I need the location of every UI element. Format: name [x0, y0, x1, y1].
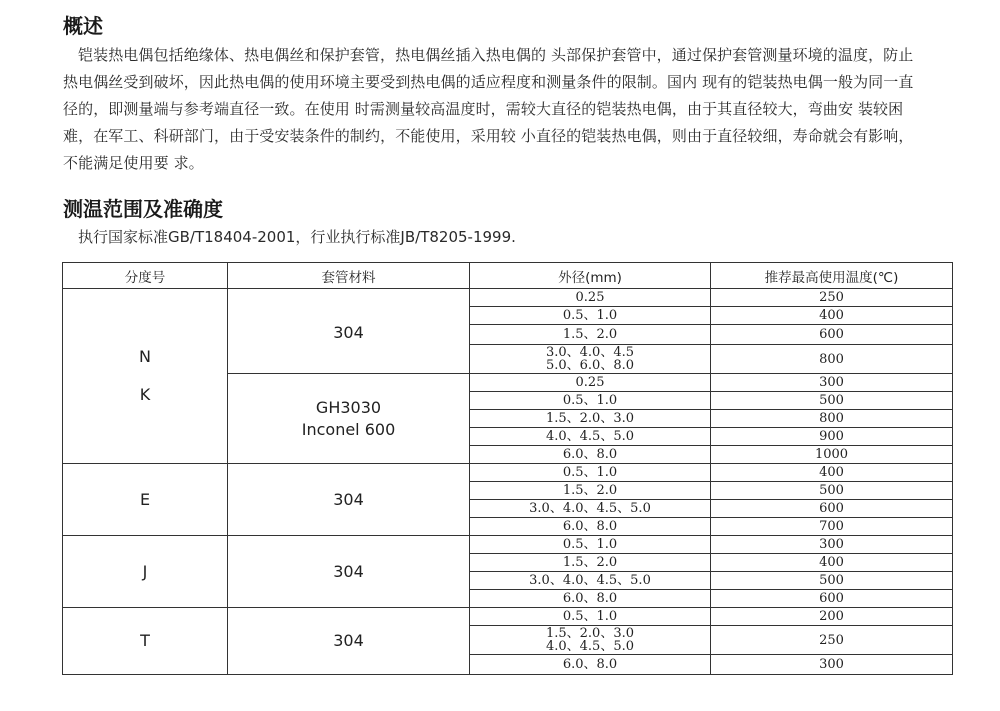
- grade-cell: E: [63, 464, 228, 536]
- spec-table: [62, 262, 953, 675]
- material-cell: 304: [228, 289, 470, 374]
- header-max-temp: 推荐最高使用温度(℃): [711, 263, 953, 289]
- temp-cell: 700: [711, 518, 953, 536]
- grade-cell: T: [63, 608, 228, 675]
- temp-cell: 250: [711, 289, 953, 307]
- temp-cell: 200: [711, 608, 953, 626]
- temp-cell: 300: [711, 374, 953, 392]
- table-row: [63, 536, 953, 554]
- table-row: [63, 464, 953, 482]
- diameter-cell: 1.5、2.0、3.0: [470, 410, 711, 428]
- diameter-cell: 0.5、1.0: [470, 608, 711, 626]
- overview-heading: 概述: [63, 14, 103, 38]
- diameter-cell: 6.0、8.0: [470, 655, 711, 675]
- temp-cell: 500: [711, 482, 953, 500]
- header-material: 套管材料: [228, 263, 470, 289]
- temp-cell: 500: [711, 392, 953, 410]
- material-cell: 304: [228, 536, 470, 608]
- header-grade: 分度号: [63, 263, 228, 289]
- temp-cell: 800: [711, 345, 953, 374]
- diameter-cell: 0.25: [470, 289, 711, 307]
- table-row: [63, 289, 953, 307]
- diameter-cell: 0.5、1.0: [470, 464, 711, 482]
- temp-cell: 600: [711, 500, 953, 518]
- diameter-cell: 1.5、2.0: [470, 554, 711, 572]
- temp-cell: 1000: [711, 446, 953, 464]
- diameter-cell: 0.5、1.0: [470, 536, 711, 554]
- material-cell: 304: [228, 464, 470, 536]
- temp-cell: 800: [711, 410, 953, 428]
- temp-cell: 900: [711, 428, 953, 446]
- diameter-cell: 6.0、8.0: [470, 518, 711, 536]
- diameter-cell: 1.5、2.0、3.0 4.0、4.5、5.0: [470, 626, 711, 655]
- grade-cell: N K: [63, 289, 228, 464]
- standard-text: 执行国家标准GB/T18404-2001，行业执行标准JB/T8205-1999.: [78, 228, 516, 246]
- temp-cell: 300: [711, 655, 953, 675]
- temp-cell: 300: [711, 536, 953, 554]
- temp-cell: 600: [711, 325, 953, 345]
- diameter-cell: 3.0、4.0、4.5 5.0、6.0、8.0: [470, 345, 711, 374]
- grade-cell: J: [63, 536, 228, 608]
- temp-cell: 400: [711, 464, 953, 482]
- diameter-cell: 0.25: [470, 374, 711, 392]
- temp-cell: 250: [711, 626, 953, 655]
- diameter-cell: 4.0、4.5、5.0: [470, 428, 711, 446]
- temp-cell: 500: [711, 572, 953, 590]
- diameter-cell: 0.5、1.0: [470, 307, 711, 325]
- diameter-cell: 6.0、8.0: [470, 446, 711, 464]
- overview-paragraph: 铠装热电偶包括绝缘体、热电偶丝和保护套管，热电偶丝插入热电偶的 头部保护套管中，通过保护套管测量环境的温度，防止热电偶丝受到破坏，因此热电偶的使用环境主要受到热电偶的适应程度和测量条件的限制。国内 现有的铠装热电偶一般为同一直径的，即测量端与参考端直径一致。在使用 时需测量较高温度时，需较大直径的铠装热电偶，由于其直径较大，弯曲安 装较困难，在军工、科研部门，由于受安装条件的制约，不能使用，采用较 小直径的铠装热电偶，则由于直径较细，寿命就会有影响，不能满足使用要 求。: [63, 46, 914, 172]
- diameter-cell: 6.0、8.0: [470, 590, 711, 608]
- diameter-cell: 1.5、2.0: [470, 482, 711, 500]
- temp-cell: 600: [711, 590, 953, 608]
- material-cell: GH3030 Inconel 600: [228, 374, 470, 464]
- temp-cell: 400: [711, 307, 953, 325]
- header-diameter: 外径(mm): [470, 263, 711, 289]
- diameter-cell: 1.5、2.0: [470, 325, 711, 345]
- table-row: [63, 608, 953, 626]
- diameter-cell: 3.0、4.0、4.5、5.0: [470, 500, 711, 518]
- material-cell: 304: [228, 608, 470, 675]
- diameter-cell: 0.5、1.0: [470, 392, 711, 410]
- range-heading: 测温范围及准确度: [63, 197, 223, 221]
- temp-cell: 400: [711, 554, 953, 572]
- table-header-row: [63, 263, 953, 289]
- diameter-cell: 3.0、4.0、4.5、5.0: [470, 572, 711, 590]
